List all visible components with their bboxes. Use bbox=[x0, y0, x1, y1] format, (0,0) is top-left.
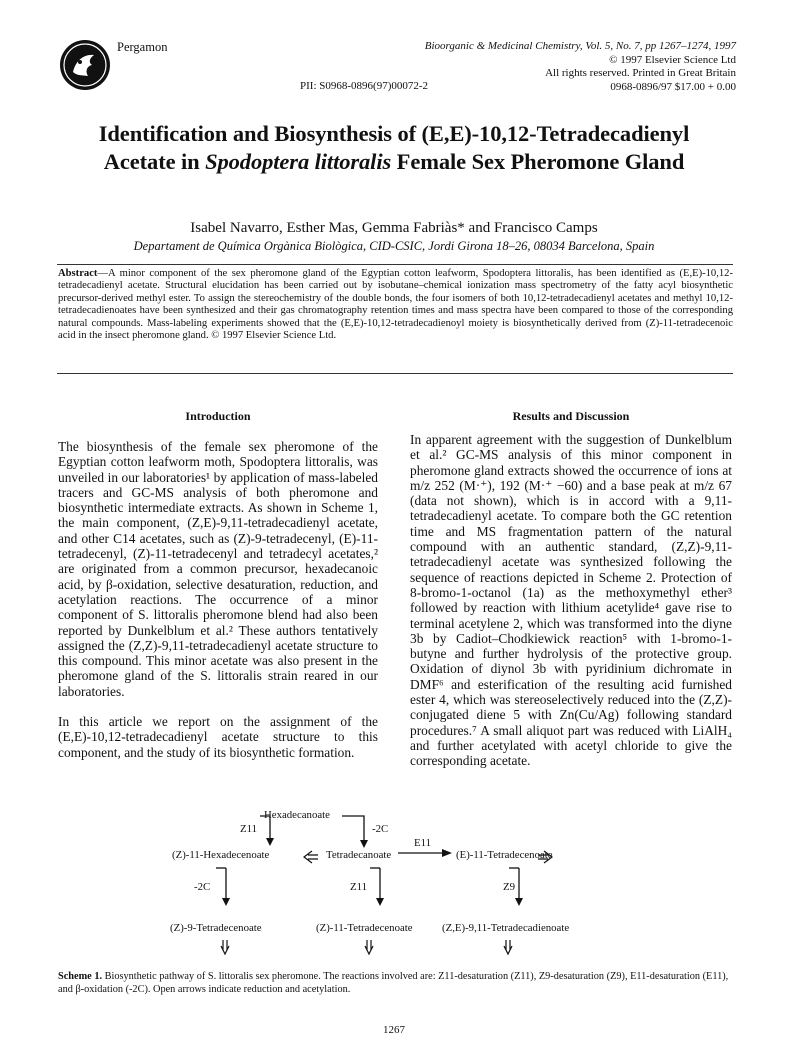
scheme-hexadecanoate: Hexadecanoate bbox=[264, 809, 330, 821]
arrow-hexa-to-tetra bbox=[342, 816, 364, 844]
publisher-name: Pergamon bbox=[117, 40, 168, 54]
scheme-z9-tetradecenoate: (Z)-9-Tetradecenoate bbox=[170, 922, 262, 934]
author-list: Isabel Navarro, Esther Mas, Gemma Fabriàs* and Francisco Camps bbox=[190, 220, 598, 236]
scheme-z11-hexadecenoate: (Z)-11-Hexadecenoate bbox=[172, 849, 270, 861]
introduction-paragraph-1: The biosynthesis of the female sex pheromone of the Egyptian cotton leafworm moth, Spodoptera littoralis, was unveiled in our laboratories¹ by application of mass-labeled tracers and GC-MS analysis of both pheromone and biosynthetic intermediate extracts. As shown in Scheme 1, the main component, (Z,E)-9,11-tetradecadienyl acetate, and other C14 acetates, such as (Z)-9-tetradecenyl, (E)-11-tetradecenyl, (Z)-11-tetradecenyl and tetradecyl acetates,² are originated from a common precursor, hexadecanoic acid, by β-oxidation, selective desaturation, reduction, and acetylation reactions. The occurrence of a minor component of S. littoralis pheromone blend had also been reported by Dunkelblum et al.² These authors tentatively assigned the (Z,Z)-9,11-tetradecadienyl acetate structure to this compound. This minor acetate was also present in the pheromone gland of the S. littoralis strain reared in our laboratories. bbox=[58, 439, 378, 699]
journal-citation bbox=[425, 40, 736, 94]
introduction-paragraph-2: In this article we report on the assignment of the (E,E)-10,12-tetradecadienyl acetate structure to this component, and the study of its biosynthetic formation. bbox=[58, 714, 378, 760]
results-paragraph-1: In apparent agreement with the suggestion of Dunkelblum et al.² GC-MS analysis of this minor component in pheromone gland extracts showed the occurrence of ions at m/z 252 (M·⁺), 192 (M·⁺ −60) and a base peak at m/z 67 (data not shown), which is in accord with a 9,11-tetradecadienyl acetate. To compare both the GC retention time and MS fragmentation pattern of the natural compound with an authentic standard, (Z,Z)-9,11-tetradecadienyl acetate was synthesized following the sequence of reactions depicted in Scheme 2. Protection of 8-bromo-1-octanol (1a) as the methoxymethyl ether³ followed by reaction with lithium acetylide⁴ gave rise to terminal acetylene 2, which was transformed into the diyne 3b by Cadiot–Chodkiewick reaction⁵ with 1-bromo-1-butyne and further hydrolysis of the protective group. Oxidation of diynol 3b with pyridinium dichromate in DMF⁶ and esterification of the resulting acid furnished ester 4, which was stereoselectively reduced into the (Z,Z)-conjugated diene 5 with Zn(Cu/Ag) following standard procedures.⁷ A small aliquot part was reduced with LiAlH₄ and further acetylated with acetyl chloride to give the corresponding acetate. bbox=[410, 432, 732, 769]
scheme-ze-tetradecadienoate: (Z,E)-9,11-Tetradecadienoate bbox=[442, 922, 570, 934]
abstract-top-rule bbox=[57, 264, 733, 265]
results-body bbox=[410, 432, 732, 769]
copyright-line: © 1997 Elsevier Science Ltd bbox=[609, 53, 736, 66]
article-title bbox=[40, 120, 748, 176]
scheme-minus2c-label-b: -2C bbox=[194, 881, 211, 893]
caption-text: Biosynthetic pathway of S. littoralis sex pheromone. The reactions involved are: Z11-desaturation (Z11), Z9-desaturation (Z9), E11-desaturation (E11), and β-oxidation (-2C). Open arrows indicate reduction and acetylation. bbox=[58, 971, 729, 995]
title-line-1: Identification and Biosynthesis of (E,E)-10,12-Tetradecadienyl bbox=[98, 121, 690, 146]
scheme-e11-tetradecenoate: (E)-11-Tetradecenoate bbox=[456, 849, 553, 861]
results-heading-wrap bbox=[410, 409, 732, 424]
scheme-minus2c-label-a: -2C bbox=[372, 823, 389, 835]
scheme-e11-label: E11 bbox=[414, 837, 431, 849]
open-arrow-down-1 bbox=[221, 940, 229, 954]
results-heading: Results and Discussion bbox=[512, 409, 630, 423]
abstract bbox=[58, 268, 733, 342]
affiliation: Departament de Química Orgànica Biològica, CID-CSIC, Jordi Girona 18–26, 08034 Barcelona, Spain bbox=[133, 239, 655, 253]
rights-line: All rights reserved. Printed in Great Britain bbox=[545, 67, 736, 79]
issn-line: 0968-0896/97 $17.00 + 0.00 bbox=[610, 80, 736, 93]
caption-label: Scheme 1. bbox=[58, 971, 103, 982]
open-arrow-down-3 bbox=[504, 940, 512, 954]
introduction-body bbox=[58, 439, 378, 760]
journal-line: Bioorganic & Medicinal Chemistry, Vol. 5, No. 7, pp 1267–1274, 1997 bbox=[424, 40, 736, 52]
introduction-heading-wrap bbox=[58, 409, 378, 424]
open-arrow-left bbox=[304, 851, 318, 863]
abstract-bottom-rule bbox=[57, 373, 733, 374]
scheme-z9-label: Z9 bbox=[503, 881, 515, 893]
scheme-z11-label-b: Z11 bbox=[350, 881, 367, 893]
page-number: 1267 bbox=[383, 1024, 405, 1036]
title-line-2-part-a: Acetate in bbox=[103, 149, 206, 174]
scheme-tetradecanoate: Tetradecanoate bbox=[326, 849, 392, 861]
scheme-1-diagram bbox=[170, 808, 640, 966]
abstract-text: —A minor component of the sex pheromone gland of the Egyptian cotton leafworm, Spodoptera littoralis, has been identified as (E,E)-10,12-tetradecadienyl acetate. Structural elucidation has been carried out by isobutane–chemical ionization mass spectrometry of the fatty acyl biosynthetic precursor-derived methyl ester. To assign the stereochemistry of the double bonds, the four isomers of both 10,12-tetradecadienyl acetates and methyl 10,12-tetradecadienoates have been synthesized and their gas chromatography retention times and mass spectra have been compared to those of the corresponding natural compounds. Mass-labeling experiments showed that the (E,E)-10,12-tetradecadienoyl moiety is biosynthetically derived from (Z)-11-tetradecenoic acid in the insect pheromone gland. © 1997 Elsevier Science Ltd. bbox=[58, 268, 733, 342]
scheme-z11-tetradecenoate: (Z)-11-Tetradecenoate bbox=[316, 922, 413, 934]
pergamon-logo bbox=[58, 38, 112, 92]
title-species: Spodoptera littoralis bbox=[205, 149, 392, 174]
title-line-2-part-b: Female Sex Pheromone Gland bbox=[391, 149, 685, 174]
scheme-z11-label-a: Z11 bbox=[240, 823, 257, 835]
scheme-caption bbox=[58, 971, 734, 996]
open-arrow-down-2 bbox=[365, 940, 373, 954]
pii-identifier: PII: S0968-0896(97)00072-2 bbox=[300, 80, 429, 92]
abstract-label: Abstract bbox=[58, 268, 98, 279]
title-line-2 bbox=[40, 148, 748, 176]
introduction-heading: Introduction bbox=[185, 409, 251, 423]
